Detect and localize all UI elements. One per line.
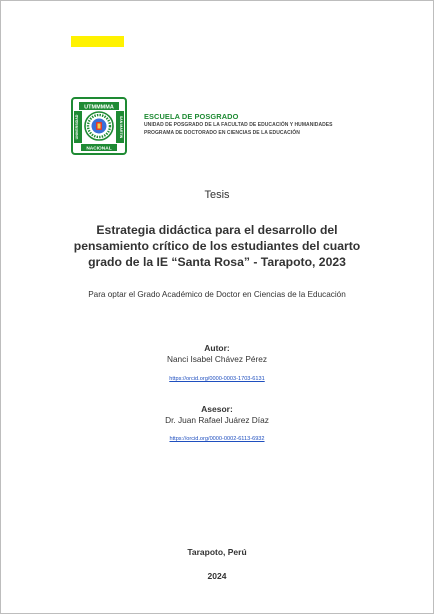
title-line-3: grado de la IE “Santa Rosa” - Tarapoto, 2023 [88, 255, 346, 269]
school-name: ESCUELA DE POSGRADO [144, 112, 239, 121]
logo-right-text: SAN MARTIN [119, 115, 123, 139]
author-name: Nanci Isabel Chávez Pérez [166, 354, 268, 364]
logo-top-text: UTMMMMA [84, 104, 114, 111]
degree-purpose: Para optar el Grado Académico de Doctor en Ciencias de la Educación [88, 290, 346, 299]
university-logo [71, 97, 127, 155]
advisor-name: Dr. Juan Rafael Juárez Díaz [165, 415, 269, 425]
advisor-label: Asesor: [201, 404, 233, 414]
logo-bottom-text: NACIONAL [86, 146, 112, 152]
thesis-title [1, 222, 433, 270]
yellow-highlight-bar [71, 36, 124, 47]
author-orcid-link[interactable]: https://orcid.org/0000-0003-1703-6131 [169, 376, 265, 382]
year: 2024 [207, 571, 227, 581]
institution-header [144, 113, 333, 138]
logo-left-text: UNIVERSIDAD [75, 114, 79, 140]
title-line-2: pensamiento crítico de los estudiantes del cuarto [73, 239, 361, 253]
title-line-1: Estrategia didáctica para el desarrollo del [96, 223, 338, 237]
program-name: PROGRAMA DE DOCTORADO EN CIENCIAS DE LA EDUCACIÓN [144, 129, 300, 136]
university-seal-icon [73, 99, 125, 153]
document-type: Tesis [204, 189, 230, 201]
advisor-orcid-link[interactable]: https://orcid.org/0000-0002-6113-6932 [169, 436, 265, 442]
author-label: Autor: [204, 343, 230, 353]
place: Tarapoto, Perú [187, 547, 247, 557]
unit-name: UNIDAD DE POSGRADO DE LA FACULTAD DE EDUCACIÓN Y HUMANIDADES [144, 122, 333, 129]
